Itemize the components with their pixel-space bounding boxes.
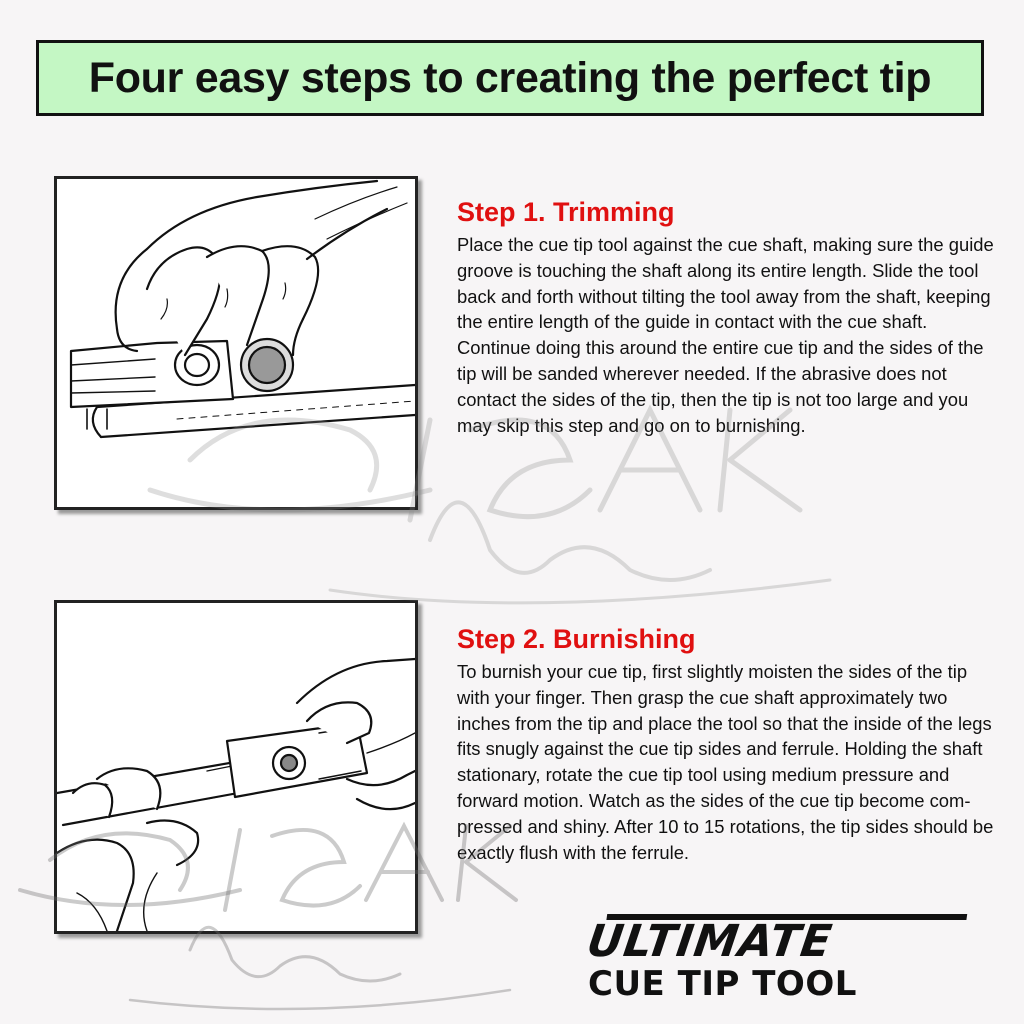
step-2-text: To burnish your cue tip, first slightly moisten the sides of the tip with your finger. Then grasp the cue shaft approximately two inches from the tip and place the tool so that the inside of the legs fits snugly against the cue tip sides and ferrule. Holding the shaft stationary, rotate the cue tip tool using medium pressure and forward motion. Watch as the sides of the cue tip become com-pressed and shiny. After 10 to 15 rotations, the tip sides should be exactly flush with the ferrule.: [457, 661, 994, 863]
step-1-text: Place the cue tip tool against the cue shaft, making sure the guide groove is touching the shaft along its entire length. Slide the tool back and forth without tilting the tool away from the shaft, keeping the entire length of the guide in contact with the cue shaft. Continue doing this around the entire cue tip and the sides of the tip will be sanded wherever needed. If the abrasive does not contact the sides of the tip, then the tip is not too large and you may skip this step and go on to burnishing.: [457, 234, 994, 436]
logo-text-ultimate: ULTIMATE: [583, 916, 836, 967]
step-1-heading: Step 1. Trimming: [457, 197, 675, 227]
step-2-heading: Step 2. Burnishing: [457, 624, 696, 654]
burnishing-drawing: [57, 603, 415, 931]
step-1: [457, 197, 997, 438]
burnishing-illustration: [54, 600, 418, 934]
logo-line-1: [580, 912, 977, 967]
page-title: Four easy steps to creating the perfect tip: [88, 53, 932, 102]
step-2: [457, 624, 997, 865]
logo-text-cue-tip-tool: CUE TIP TOOL: [588, 964, 857, 1004]
trimming-illustration: [54, 176, 418, 510]
title-banner: [36, 40, 984, 116]
trimming-drawing: [57, 179, 415, 507]
ultimate-cue-tip-tool-logo: [584, 912, 974, 1002]
